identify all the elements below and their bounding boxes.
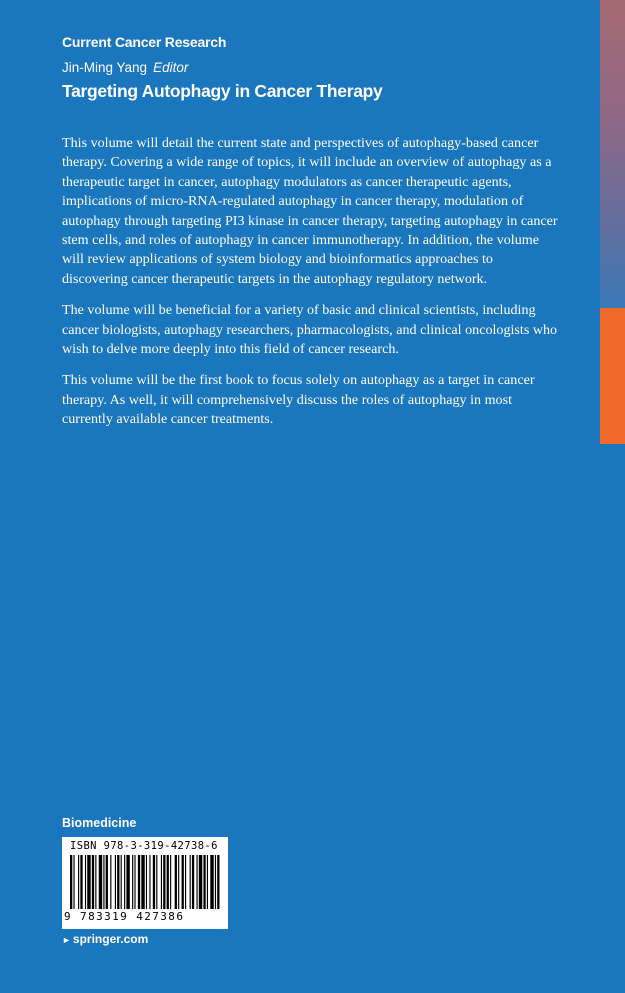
- description: [62, 134, 560, 442]
- website-link[interactable]: [62, 932, 148, 946]
- editor-line: [62, 60, 188, 75]
- description-paragraph-3: This volume will be the first book to focus solely on autophagy as a target in cancer therapy. As well, it will comprehensively discuss the roles of autophagy in most currently available cancer treatments.: [62, 372, 535, 428]
- description-paragraph-1: This volume will detail the current state and perspectives of autophagy-based cancer therapy. Covering a wide range of topics, it will include an overview of autophagy as a therapeutic target in cancer, autophagy modulators as cancer therapeutic agents, implications of micro-RNA-regulated autophagy in cancer therapy, modulation of autophagy through targeting PI3 kinase in cancer therapy, targeting autophagy in cancer stem cells, and roles of autophagy in cancer immunotherapy. In addition, the volume will review applications of system biology and bioinformatics approaches to discovering cancer therapeutic targets in the autophagy regulatory network.: [62, 135, 558, 287]
- editor-name: Jin-Ming Yang: [62, 60, 148, 75]
- arrow-right-icon: ►: [62, 935, 71, 945]
- spine-gradient-band: [600, 0, 625, 308]
- isbn-text: ISBN 978-3-319-42738-6: [70, 840, 218, 852]
- spine-orange-band: [600, 308, 625, 444]
- editor-role: Editor: [153, 60, 189, 75]
- subject-label: Biomedicine: [62, 816, 137, 830]
- series-title: Current Cancer Research: [62, 34, 227, 50]
- barcode-box: [62, 837, 228, 929]
- barcode-icon: [70, 855, 220, 909]
- book-title: Targeting Autophagy in Cancer Therapy: [62, 81, 383, 101]
- barcode-digits: 9 783319 427386: [64, 910, 185, 923]
- description-paragraph-2: The volume will be beneficial for a variety of basic and clinical scientists, including cancer biologists, autophagy researchers, pharmacologists, and clinical oncologists who wish to delve more deeply into this field of cancer research.: [62, 302, 558, 358]
- website-text: springer.com: [72, 932, 149, 946]
